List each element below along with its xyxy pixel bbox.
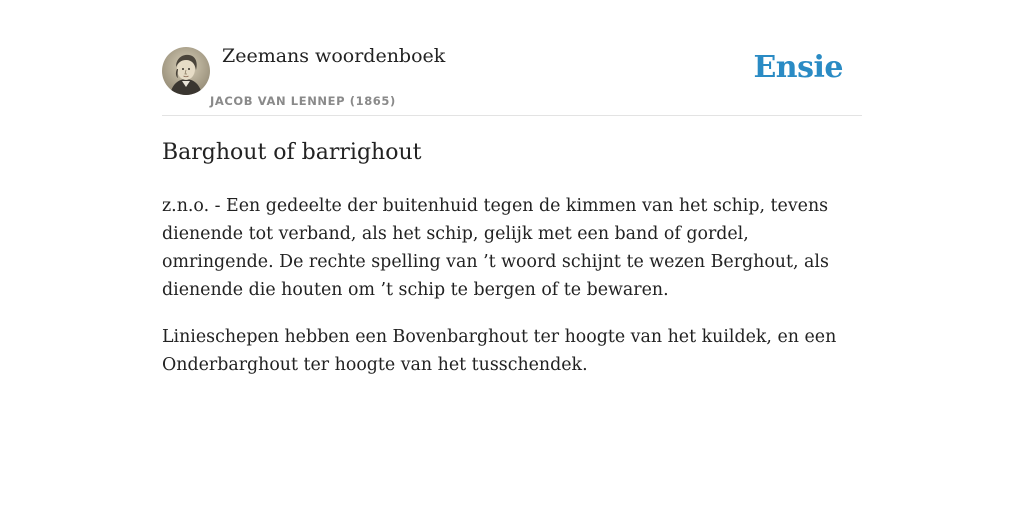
entry-paragraph: Linieschepen hebben een Bovenbarghout ter hoogte van het kuildek, en een Onderbarghout ter hoogte van het tusschendek. <box>162 327 837 375</box>
entry-paragraph: z.n.o. - Een gedeelte der buitenhuid tegen de kimmen van het schip, tevens dienende tot verband, als het schip, gelijk met een band of gordel, omringende. De rechte spelling van ’t woord schijnt te wezen Berghout, als dienende die houten om ’t schip te bergen of te bewaren. <box>162 196 829 300</box>
dictionary-title[interactable]: Zeemans woordenboek <box>222 45 446 67</box>
dictionary-author: JACOB VAN LENNEP (1865) <box>210 94 396 108</box>
dictionary-header <box>162 0 862 116</box>
entry-card <box>162 0 862 375</box>
entry-headword: Barghout of barrighout <box>162 140 422 165</box>
author-portrait-icon[interactable] <box>162 47 210 95</box>
entry-body <box>162 192 862 398</box>
ensie-logo[interactable]: Ensie <box>753 50 843 85</box>
